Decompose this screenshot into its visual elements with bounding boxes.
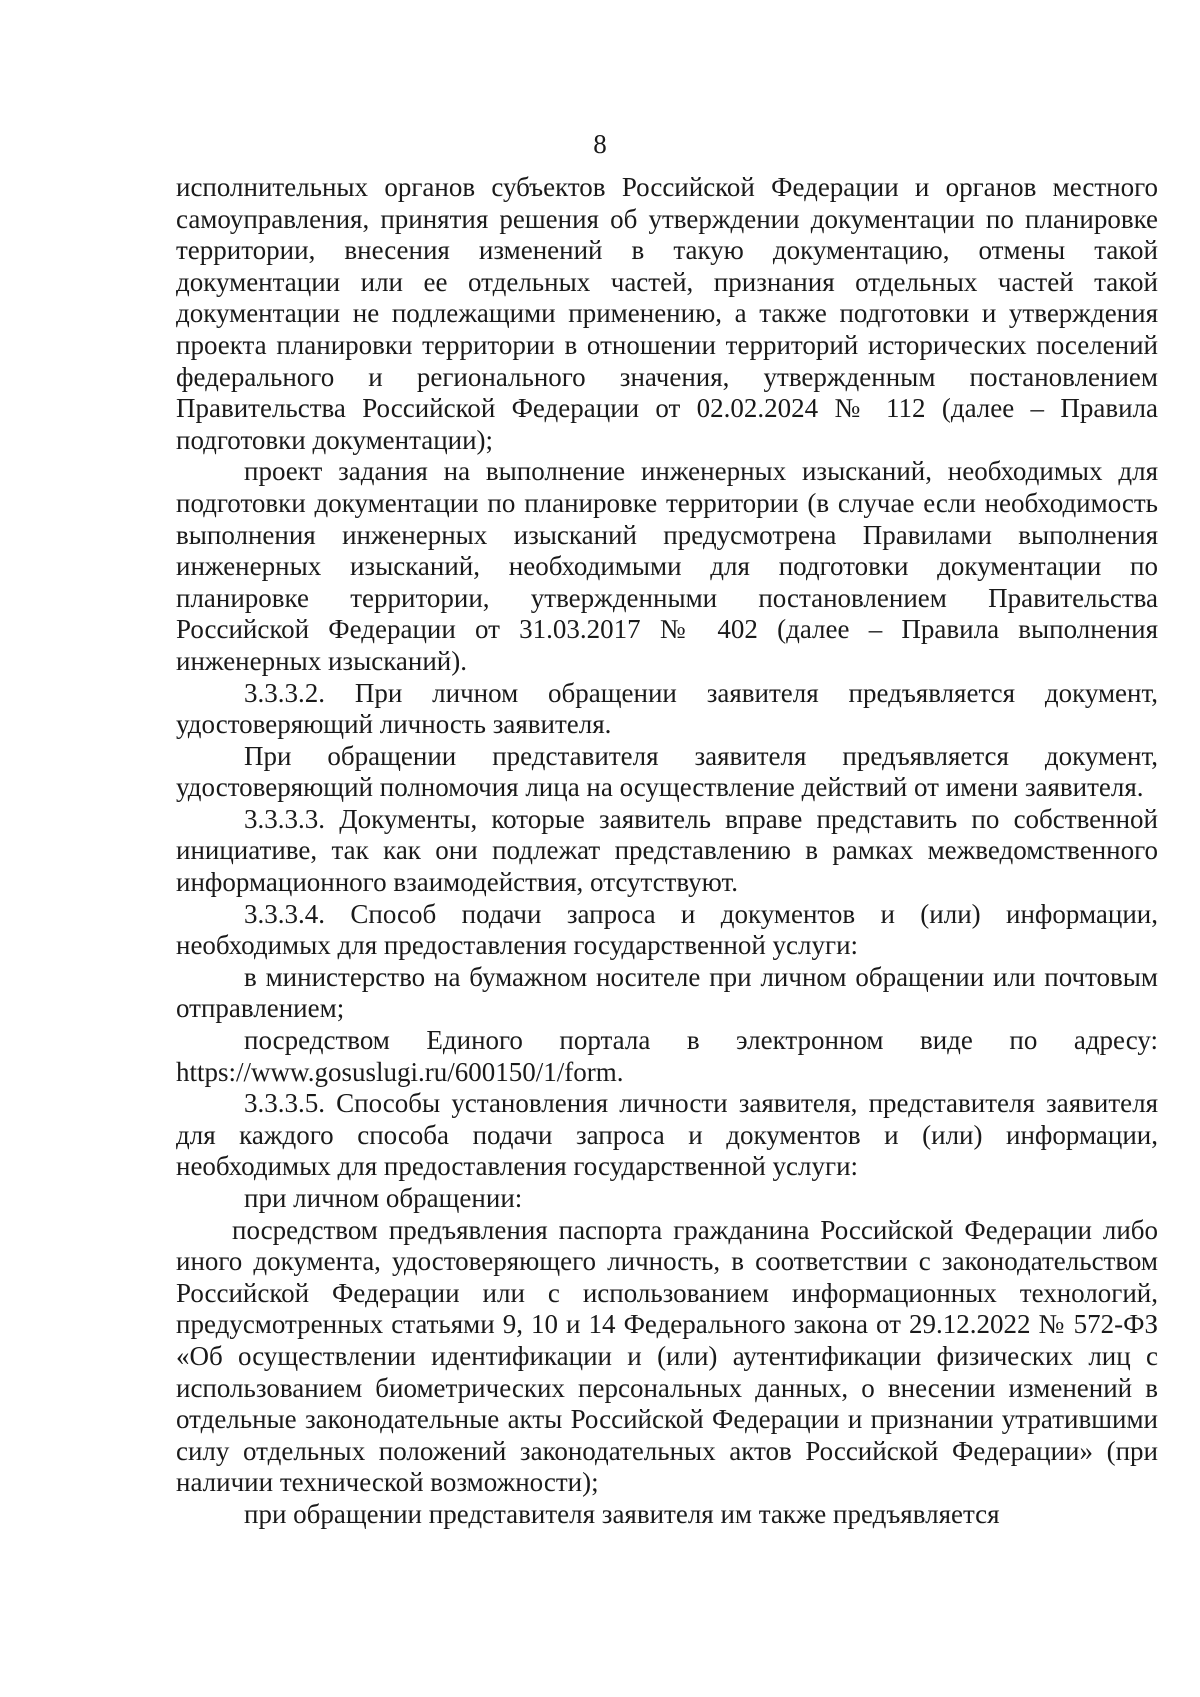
paragraph-portal-submission: посредством Единого портала в электронном виде по адресу: https://www.gosuslugi.ru/600150/1/form. <box>176 1025 1158 1087</box>
paragraph-3-3-3-2: 3.3.3.2. При личном обращении заявителя предъявляется документ, удостоверяющий личность заявителя. <box>176 677 1158 740</box>
paragraph-passport-presentation: посредством предъявления паспорта гражданина Российской Федерации либо иного документа, удостоверяющего личность, в соответствии с законодательством Российской Федерации или с использованием информационных технологий, предусмотренных статьями 9, 10 и 14 Федерального закона от 29.12.2022 № 572-ФЗ «Об осуществлении идентификации и (или) аутентификации физических лиц с использованием биометрических персональных данных, о внесении изменений в отдельные законодательные акты Российской Федерации и признании утратившими силу отдельных положений законодательных актов Российской Федерации» (при наличии технической возможности); <box>176 1214 1158 1498</box>
paragraph-paper-submission: в министерство на бумажном носителе при личном обращении или почтовым отправлением; <box>176 961 1158 1024</box>
paragraph-representative-appeal: при обращении представителя заявителя им также предъявляется <box>244 1498 1000 1529</box>
paragraph-engineering-survey-task: проект задания на выполнение инженерных изысканий, необходимых для подготовки документации по планировке территории (в случае если необходимость выполнения инженерных изысканий предусмотрена Правилами выполнения инженерных изысканий, необходимыми для подготовки документации по планировке территории, утвержденными постановлением Правительства Российской Федерации от 31.03.2017 № 402 (далее – Правила выполнения инженерных изысканий). <box>176 456 1158 676</box>
paragraph-continuation: исполнительных органов субъектов Российской Федерации и органов местного самоуправления, принятия решения об утверждении документации по планировке территории, внесения изменений в такую документацию, отмены такой документации или ее отдельных частей, признания отдельных частей такой документации не подлежащими применению, а также подготовки и утверждения проекта планировки территории в отношении территорий исторических поселений федерального и регионального значения, утвержденным постановлением Правительства Российской Федерации от 02.02.2024 № 112 (далее – Правила подготовки документации); <box>176 172 1158 455</box>
paragraph-personal-appeal: при личном обращении: <box>244 1183 523 1213</box>
page-number: 8 <box>593 129 607 159</box>
paragraph-3-3-3-4: 3.3.3.4. Способ подачи запроса и документов и (или) информации, необходимых для предоставления государственной услуги: <box>176 898 1158 961</box>
paragraph-3-3-3-5: 3.3.3.5. Способы установления личности заявителя, представителя заявителя для каждого способа подачи запроса и документов и (или) информации, необходимых для предоставления государственной услуги: <box>176 1088 1158 1182</box>
paragraph-representative-document: При обращении представителя заявителя предъявляется документ, удостоверяющий полномочия лица на осуществление действий от имени заявителя. <box>176 740 1158 803</box>
paragraph-3-3-3-3: 3.3.3.3. Документы, которые заявитель вправе представить по собственной инициативе, так как они подлежат представлению в рамках межведомственного информационного взаимодействия, отсутствуют. <box>176 803 1158 898</box>
document-body <box>176 172 1158 1531</box>
